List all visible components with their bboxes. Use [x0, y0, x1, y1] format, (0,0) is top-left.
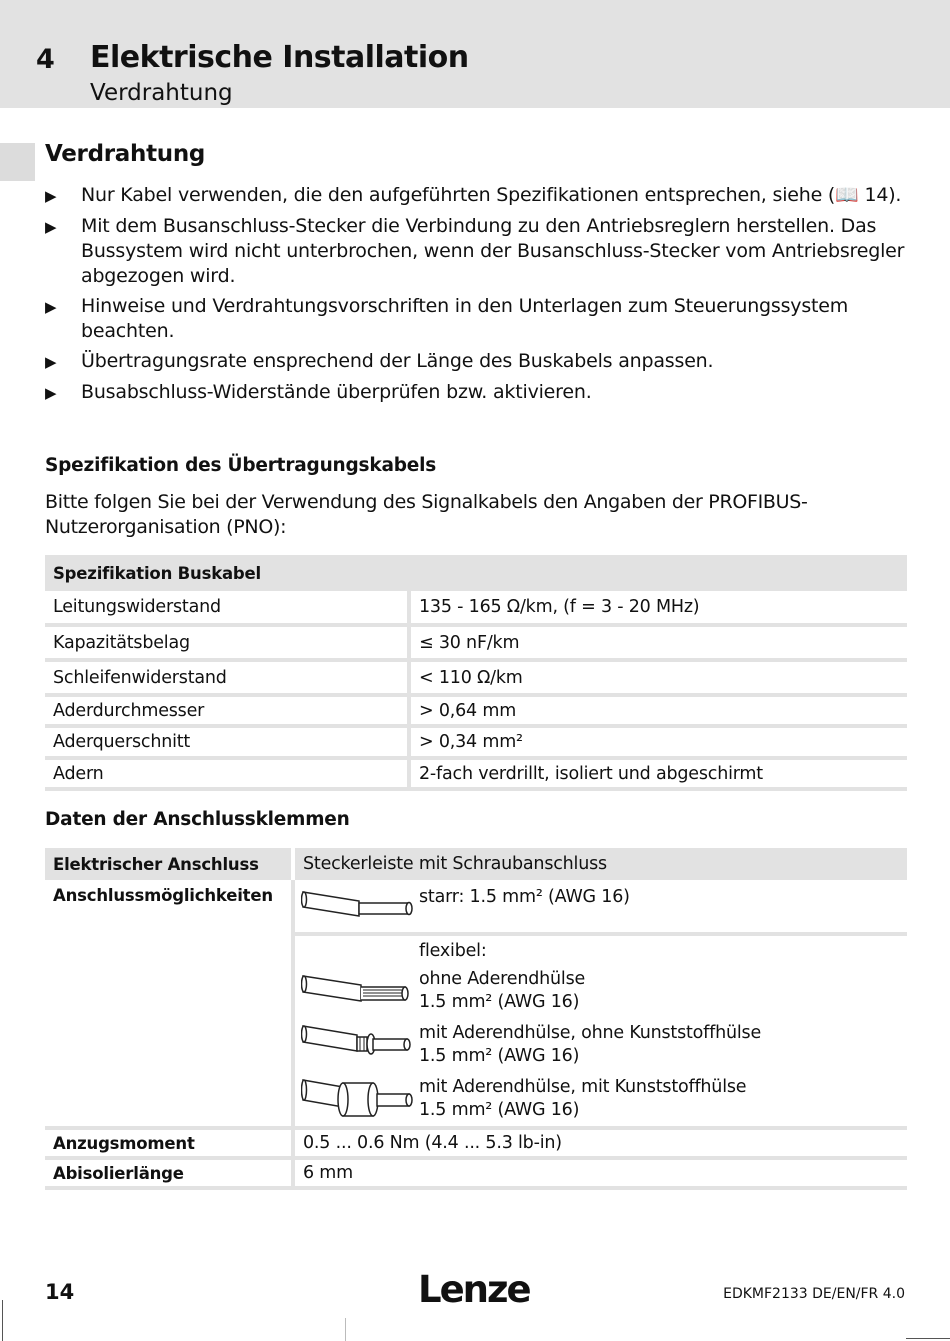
- list-item: ▶ Mit dem Busanschluss-Stecker die Verbindung zu den Antriebsreglern herstellen. Das Bussystem wird nicht unterbrochen, wenn der Busanschluss-Stecker vom Antriebsregler abgezogen wird.: [45, 215, 905, 287]
- spec-value: 2-fach verdrillt, isoliert und abgeschirmt: [411, 760, 907, 791]
- bullet-arrow-icon: ▶: [45, 218, 57, 236]
- spec-label: Adern: [45, 760, 411, 791]
- chapter-header: [0, 0, 950, 108]
- table-row: [45, 880, 907, 936]
- table-row: [45, 662, 907, 697]
- bullet-arrow-icon: ▶: [45, 187, 57, 205]
- table-row: [45, 591, 907, 627]
- strip-length-label: Abisolierlänge: [45, 1160, 295, 1190]
- bullet-arrow-icon: ▶: [45, 298, 57, 316]
- chapter-title: Elektrische Installation: [90, 40, 469, 75]
- terminals-table: [45, 848, 907, 1190]
- list-item: ▶ Übertragungsrate ensprechend der Länge des Buskabels anpassen.: [45, 349, 915, 375]
- connection-value: Steckerleiste mit Schraubanschluss: [295, 848, 907, 880]
- cable-spec-intro: Bitte folgen Sie bei der Verwendung des Signalkabels den Angaben der PROFIBUS-Nutzerorganisation (PNO):: [45, 491, 808, 538]
- page-edge-line: [345, 1318, 346, 1341]
- list-item: ▶ Hinweise und Verdrahtungsvorschriften in den Unterlagen zum Steuerungssystem beachten.: [45, 295, 849, 342]
- strip-length-value: 6 mm: [295, 1160, 907, 1190]
- flexible-option-3-line1: mit Aderendhülse, mit Kunststoffhülse: [419, 1077, 747, 1097]
- cable-spec-table: [45, 555, 907, 791]
- page-edge-line: [2, 1300, 3, 1341]
- flexible-option-1-line1: ohne Aderendhülse: [419, 969, 586, 989]
- terminals-heading: Daten der Anschlussklemmen: [45, 809, 350, 830]
- bullet-arrow-icon: ▶: [45, 353, 57, 371]
- options-label: Anschlussmöglichkeiten: [45, 880, 295, 1130]
- table-row: [45, 848, 907, 880]
- flexible-option-3-line2: 1.5 mm² (AWG 16): [419, 1100, 580, 1120]
- cable-spec-heading: Spezifikation des Übertragungskabels: [45, 455, 437, 476]
- page-number: 14: [45, 1280, 75, 1304]
- flexible-option-1-line2: 1.5 mm² (AWG 16): [419, 992, 580, 1012]
- spec-label: Aderquerschnitt: [45, 728, 411, 760]
- table-row: [45, 760, 907, 791]
- spec-label: Kapazitätsbelag: [45, 627, 411, 662]
- flexible-option-2-line1: mit Aderendhülse, ohne Kunststoffhülse: [419, 1023, 762, 1043]
- table-row: [45, 1160, 907, 1190]
- chapter-number: 4: [36, 44, 55, 75]
- ferrule-wire-icon: [301, 1022, 419, 1060]
- section-title: Verdrahtung: [45, 141, 206, 167]
- rigid-option-text: starr: 1.5 mm² (AWG 16): [419, 887, 630, 907]
- insulated-ferrule-wire-icon: [301, 1076, 419, 1120]
- stranded-wire-icon: [301, 968, 419, 1006]
- list-item: ▶ Busabschluss-Widerstände überprüfen bzw. aktivieren.: [45, 380, 915, 406]
- page-edge-line: [906, 1338, 950, 1339]
- chapter-subtitle: Verdrahtung: [90, 80, 233, 106]
- document-id: EDKMF2133 DE/EN/FR 4.0: [723, 1286, 905, 1302]
- list-item: ▶ Nur Kabel verwenden, die den aufgeführten Spezifikationen entsprechen, siehe (📖 14).: [45, 183, 915, 209]
- flexible-heading: flexibel:: [419, 941, 487, 961]
- connection-label: Elektrischer Anschluss: [45, 848, 295, 880]
- side-tab-marker: [0, 143, 35, 181]
- table-row: [45, 1130, 907, 1160]
- table-row: [45, 627, 907, 662]
- spec-value: > 0,34 mm²: [411, 728, 907, 760]
- table-row: [45, 697, 907, 728]
- spec-value: ≤ 30 nF/km: [411, 627, 907, 662]
- table-row: [45, 728, 907, 760]
- rigid-wire-icon: [301, 886, 419, 918]
- bullet-list: [45, 183, 915, 411]
- flexible-option-2-line2: 1.5 mm² (AWG 16): [419, 1046, 580, 1066]
- torque-label: Anzugsmoment: [45, 1130, 295, 1160]
- spec-label: Aderdurchmesser: [45, 697, 411, 728]
- torque-value: 0.5 ... 0.6 Nm (4.4 ... 5.3 lb-in): [295, 1130, 907, 1160]
- spec-label: Schleifenwiderstand: [45, 662, 411, 697]
- spec-value: > 0,64 mm: [411, 697, 907, 728]
- table-header-row: [45, 555, 907, 591]
- bullet-arrow-icon: ▶: [45, 384, 57, 402]
- lenze-logo: Lenze: [418, 1268, 530, 1311]
- spec-value: < 110 Ω/km: [411, 662, 907, 697]
- table-header: Spezifikation Buskabel: [45, 555, 907, 591]
- spec-label: Leitungswiderstand: [45, 591, 411, 627]
- spec-value: 135 - 165 Ω/km, (f = 3 - 20 MHz): [411, 591, 907, 627]
